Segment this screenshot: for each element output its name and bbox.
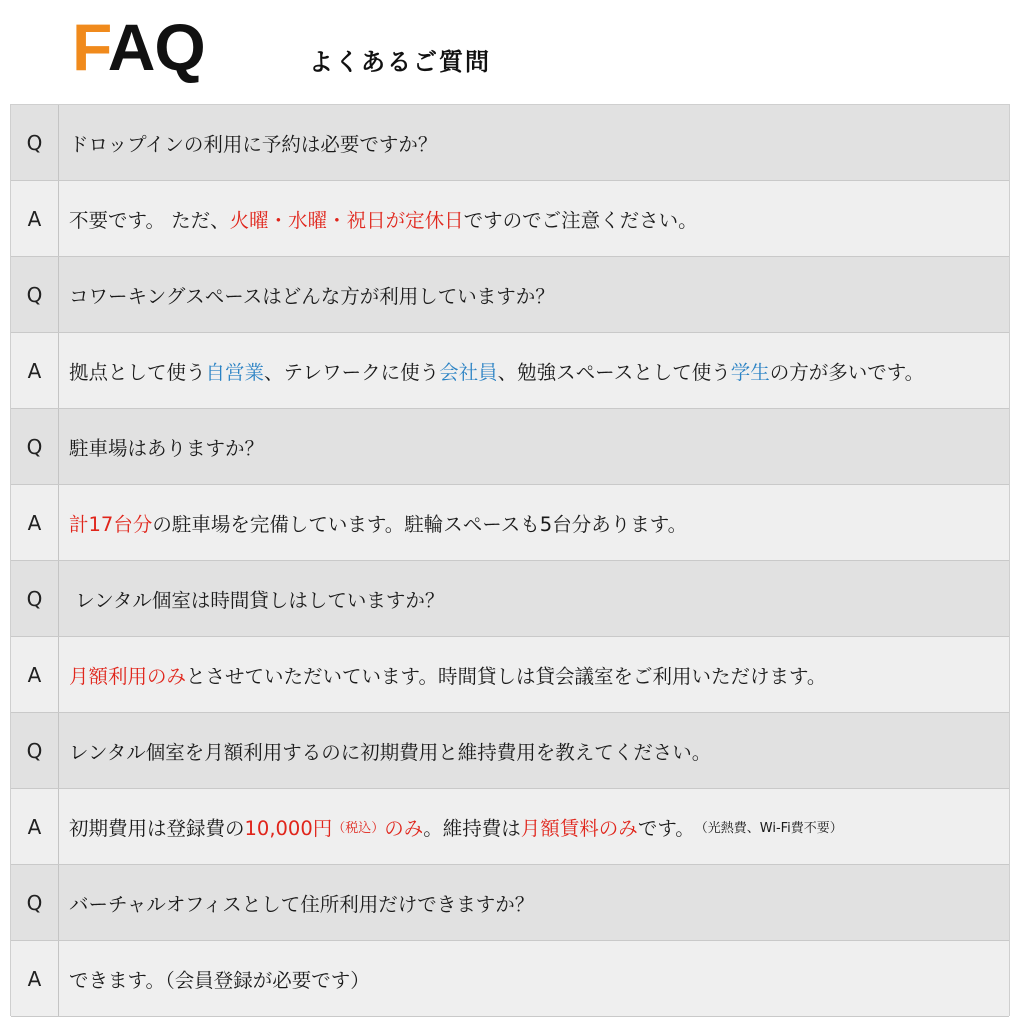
highlighted-text: 火曜・水曜・祝日が定休日 [229, 208, 464, 232]
question-marker: Q [11, 257, 59, 332]
text-segment: 、勉強スペースとして使う [497, 360, 731, 384]
highlighted-text: 学生 [730, 360, 770, 384]
logo-letters-aq: AQ [107, 10, 205, 84]
text-segment: です。 [637, 816, 695, 840]
question-text [59, 257, 1009, 332]
faq-answer-row [11, 333, 1009, 409]
answer-marker: A [11, 485, 59, 560]
highlighted-text: 会社員 [439, 360, 498, 384]
text-segment: （光熱費、Wi-Fi費不要） [694, 821, 843, 836]
faq-answer-row [11, 637, 1009, 713]
answer-text [59, 181, 1009, 256]
question-text [59, 865, 1009, 940]
text-segment: できます。（会員登録が必要です） [69, 968, 370, 992]
answer-text [59, 941, 1009, 1016]
faq-question-row [11, 105, 1009, 181]
answer-text [59, 333, 1009, 408]
question-marker: Q [11, 409, 59, 484]
text-segment: バーチャルオフィスとして住所利用だけできますか？ [69, 892, 535, 916]
faq-question-row [11, 257, 1009, 333]
answer-marker: A [11, 333, 59, 408]
text-segment: レンタル個室を月額利用するのに初期費用と維持費用を教えてください。 [69, 740, 712, 764]
question-text [59, 409, 1009, 484]
answer-marker: A [11, 789, 59, 864]
faq-question-row [11, 409, 1009, 485]
text-segment: ドロップインの利用に予約は必要ですか？ [69, 132, 438, 156]
highlighted-text: （税込） [332, 821, 385, 836]
faq-answer-row [11, 789, 1009, 865]
answer-marker: A [11, 181, 59, 256]
faq-answer-row [11, 941, 1009, 1017]
text-segment: 。維持費は [423, 816, 521, 840]
text-segment: とさせていただいています。時間貸しは貸会議室をご利用いただけます。 [186, 664, 827, 688]
question-text [59, 105, 1009, 180]
text-segment: レンタル個室は時間貸しはしていますか？ [69, 588, 445, 612]
text-segment: 拠点として使う [69, 360, 206, 384]
faq-header [0, 0, 1024, 104]
question-marker: Q [11, 561, 59, 636]
answer-text [59, 789, 1009, 864]
text-segment: 不要です。 ただ、 [69, 208, 230, 232]
highlighted-text: 月額賃料のみ [520, 816, 638, 840]
faq-question-row [11, 561, 1009, 637]
text-segment: ですのでご注意ください。 [463, 208, 698, 232]
highlighted-text: 自営業 [205, 360, 265, 384]
faq-question-row [11, 865, 1009, 941]
text-segment: コワーキングスペースはどんな方が利用していますか？ [69, 284, 555, 308]
faq-logo [72, 10, 205, 84]
page-subtitle: よくあるご質問 [309, 48, 491, 76]
text-segment: 初期費用は登録費の [69, 816, 245, 840]
faq-question-row [11, 713, 1009, 789]
faq-answer-row [11, 485, 1009, 561]
highlighted-text: のみ [384, 816, 424, 840]
answer-marker: A [11, 637, 59, 712]
text-segment: 、テレワークに使う [264, 360, 440, 384]
highlighted-text: 10,000円 [244, 816, 333, 840]
text-segment: 駐車場はありますか？ [69, 436, 265, 460]
answer-text [59, 637, 1009, 712]
faq-answer-row [11, 181, 1009, 257]
answer-text [59, 485, 1009, 560]
text-segment: の駐車場を完備しています。駐輪スペースも5台分あります。 [152, 512, 688, 536]
highlighted-text: 月額利用のみ [69, 664, 187, 688]
answer-marker: A [11, 941, 59, 1016]
logo-letter-f: F [72, 10, 108, 84]
question-marker: Q [11, 865, 59, 940]
question-marker: Q [11, 105, 59, 180]
highlighted-text: 計17台分 [69, 512, 153, 536]
text-segment: の方が多いです。 [769, 360, 925, 384]
question-text [59, 561, 1009, 636]
question-marker: Q [11, 713, 59, 788]
faq-table [10, 104, 1010, 1016]
question-text [59, 713, 1009, 788]
